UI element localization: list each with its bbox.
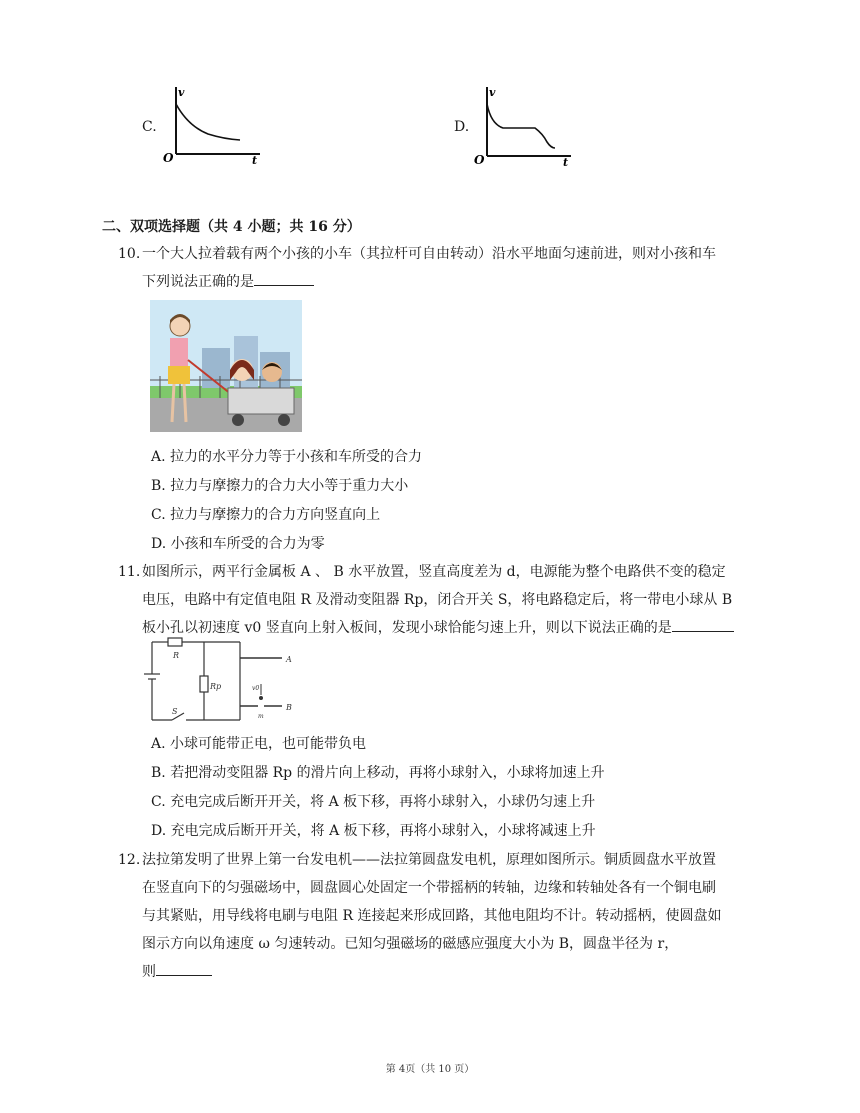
graph-d-origin-label: O [474,153,485,167]
graph-c-origin-label: O [163,151,174,165]
question-10-line-1: 一个大人拉着载有两个小孩的小车（其拉杆可自由转动）沿水平地面匀速前进，则对小孩和车 [142,246,716,262]
graph-c-x-label: t [252,154,258,167]
question-10-option-b: B. 拉力与摩擦力的合力大小等于重力大小 [151,478,409,494]
page-footer: 第 4页（共 10 页） [385,1064,475,1075]
question-11-option-c: C. 充电完成后断开开关，将 A 板下移，再将小球射入，小球仍匀速上升 [151,794,596,810]
graph-d-velocity-time [471,82,581,167]
question-12-line-2: 在竖直向下的匀强磁场中，圆盘圆心处固定一个带摇柄的转轴，边缘和转轴处各有一个铜电刷 [142,880,716,896]
graph-c-y-label: v [178,86,185,99]
question-10-illustration [150,300,302,432]
rheostat-rp [200,676,208,692]
answer-blank [672,617,734,632]
answer-blank [254,271,314,286]
circuit-label-rp: Rp [210,682,222,691]
question-12-line-1: 法拉第发明了世界上第一台发电机——法拉第圆盘发电机，原理如图所示。铜质圆盘水平放置 [142,852,716,868]
graph-c-velocity-time [160,82,270,167]
question-11-option-b: B. 若把滑动变阻器 Rp 的滑片向上移动，再将小球射入，小球将加速上升 [151,765,605,781]
question-10-line-2: 下列说法正确的是 [142,268,314,296]
graph-d-option-label: D. [454,119,470,135]
question-10-option-a: A. 拉力的水平分力等于小孩和车所受的合力 [151,449,423,465]
question-11-circuit-diagram [140,634,300,726]
resistor-r [168,638,182,646]
question-11-line-2: 电压，电路中有定值电阻 R 及滑动变阻器 Rp，闭合开关 S，将电路稳定后，将一带电小球从 B [142,592,733,608]
section-title: 二、双项选择题（共 4 小题；共 16 分） [102,219,361,235]
question-12-line-4: 图示方向以角速度 ω 匀速转动。已知匀强磁场的磁感应强度大小为 B，圆盘半径为 r， [142,936,679,952]
circuit-label-a: A [286,655,292,664]
circuit-label-v0: v0 [252,685,260,692]
graph-c-option-label: C. [142,119,157,135]
question-11-line-3: 板小孔以初速度 v0 竖直向上射入板间，发现小球恰能匀速上升，则以下说法正确的是 [142,614,734,642]
question-11-number: 11. [118,564,141,580]
answer-blank [156,961,212,976]
question-10-number: 10. [118,246,141,262]
question-11-line-1: 如图所示，两平行金属板 A 、 B 水平放置，竖直高度差为 d，电源能为整个电路供不变的稳定 [142,564,726,580]
circuit-label-b: B [286,703,292,712]
circuit-label-m: m [258,713,264,720]
question-12-line-5: 则 [142,958,212,986]
circuit-label-r: R [173,651,180,660]
question-10-option-c: C. 拉力与摩擦力的合力方向竖直向上 [151,507,381,523]
circuit-label-s: S [172,707,178,716]
question-10-option-d: D. 小孩和车所受的合力为零 [151,536,325,552]
question-12-line-3: 与其紧贴，用导线将电刷与电阻 R 连接起来形成回路，其他电阻均不计。转动摇柄，使圆盘如 [142,908,722,924]
question-11-option-a: A. 小球可能带正电，也可能带负电 [151,736,367,752]
question-12-number: 12. [118,852,141,868]
graph-d-x-label: t [563,156,569,167]
question-11-option-d: D. 充电完成后断开开关，将 A 板下移，再将小球射入，小球将减速上升 [151,823,596,839]
graph-d-y-label: v [489,86,496,99]
